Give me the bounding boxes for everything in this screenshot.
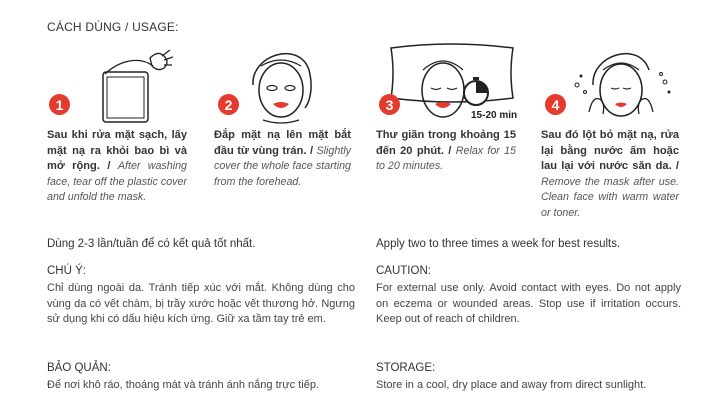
step-2-text (214, 128, 351, 190)
storage-body-en: Store in a cool, dry place and away from direct sunlight. (376, 379, 647, 391)
package-icon (50, 30, 190, 130)
step-3-badge: 3 (379, 94, 400, 115)
step-1-text (47, 128, 187, 206)
step-2-badge: 2 (218, 94, 239, 115)
timer-icon (461, 76, 491, 108)
step-3-text (376, 128, 516, 175)
step-4-badge: 4 (545, 94, 566, 115)
step-4-text (541, 128, 679, 221)
step-1-badge: 1 (49, 94, 70, 115)
step-3-vi: Thư giãn trong khoảng 15 đến 20 phút. / (376, 129, 516, 157)
caution-body-vi: Chỉ dùng ngoài da. Tránh tiếp xúc với mắt. Không dùng cho vùng da có vết chàm, bị trầy xước hoặc vết thương hở. Ngưng sử dụng khi có dấu hiệu kích ứng. Giữ xa tầm tay trẻ em. (47, 282, 355, 325)
step-3-illustration (385, 30, 525, 130)
storage-title-vi: BẢO QUẢN: (47, 362, 111, 374)
step-2-en: Slightly cover the whole face starting from the forehead. (214, 144, 351, 188)
caution-title-vi: CHÚ Ý: (47, 265, 86, 277)
step-1-en: After washing face, tear off the plastic cover and unfold the mask. (47, 160, 187, 203)
step-2-illustration (215, 30, 355, 130)
step-2-vi: Đắp mặt nạ lên mặt bắt đầu từ vùng trán. / (214, 129, 351, 157)
storage-body-vi: Để nơi khô ráo, thoáng mát và tránh ánh nắng trực tiếp. (47, 379, 320, 391)
caution-body-en: For external use only. Avoid contact with eyes. Do not apply on eczema or wounded areas. Stop use if irritation occurs. Keep out of reach of children. (376, 282, 681, 325)
step-4-vi: Sau đó lột bỏ mặt nạ, rửa lại bằng nước ấm hoặc lau lại với nước săn da. / (541, 129, 679, 172)
timer-label: 15-20 min (471, 110, 518, 121)
frequency-en: Apply two to three times a week for best results. (376, 238, 621, 250)
storage-title-en: STORAGE: (376, 362, 436, 374)
step-3-en: Relax for 15 to 20 minutes. (376, 144, 516, 172)
washing-face-icon (555, 30, 695, 130)
usage-heading: CÁCH DÙNG / USAGE: (47, 20, 179, 34)
step-1-illustration (50, 30, 190, 130)
masked-face-icon (215, 30, 355, 130)
frequency-vi: Dùng 2-3 lần/tuần để có kết quả tốt nhất. (47, 238, 256, 250)
step-1-vi: Sau khi rửa mặt sạch, lấy mặt nạ ra khỏi bao bì và mở rộng. / (47, 129, 187, 172)
caution-title-en: CAUTION: (376, 265, 431, 277)
step-4-illustration (555, 30, 695, 130)
step-4-en: Remove the mask after use. Clean face with warm water or toner. (541, 175, 679, 219)
